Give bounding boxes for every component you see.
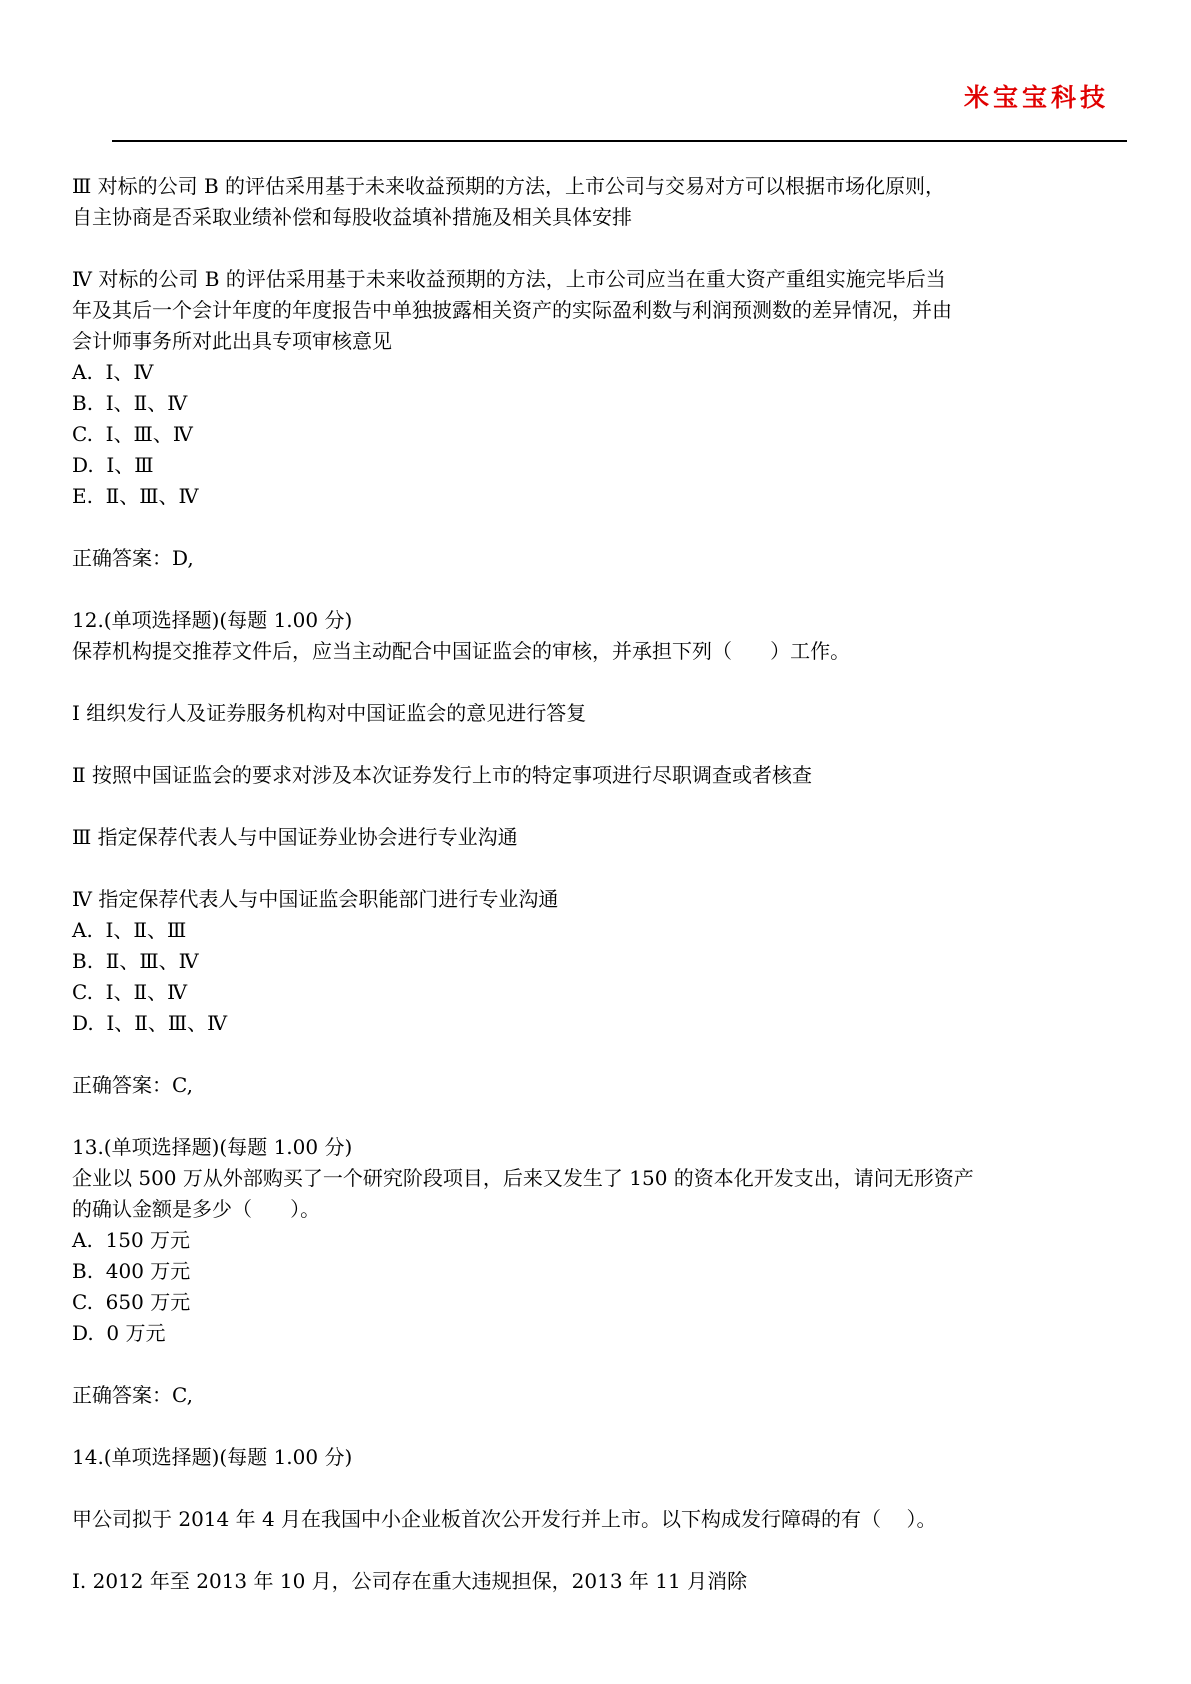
option-line: C. 650 万元	[72, 1290, 191, 1314]
text-line: 企业以 500 万从外部购买了一个研究阶段项目，后来又发生了 150 的资本化开发支出，请问无形资产	[72, 1166, 974, 1190]
header-divider	[112, 140, 1127, 142]
text-line: 自主协商是否采取业绩补偿和每股收益填补措施及相关具体安排	[72, 205, 632, 229]
text-block	[72, 1442, 1132, 1473]
text-line: 正确答案：D,	[72, 546, 194, 570]
text-line: 年及其后一个会计年度的年度报告中单独披露相关资产的实际盈利数与利润预测数的差异情况，并由	[72, 298, 952, 322]
brand-logo-text: 米宝宝科技	[963, 83, 1109, 112]
text-block	[72, 543, 1132, 574]
text-line: 的确认金额是多少（ ）。	[72, 1197, 321, 1221]
text-block	[72, 264, 1132, 357]
text-line: 正确答案：C,	[72, 1383, 193, 1407]
option-line: D. Ⅰ、Ⅲ	[72, 453, 154, 477]
text-block	[72, 1504, 1132, 1535]
answer-options	[72, 915, 1132, 1039]
text-line: 14.(单项选择题)(每题 1.00 分)	[72, 1445, 353, 1469]
answer-options	[72, 1225, 1132, 1349]
text-block	[72, 1380, 1132, 1411]
option-line: C. Ⅰ、Ⅱ、Ⅳ	[72, 980, 188, 1004]
text-line: Ⅳ 对标的公司 B 的评估采用基于未来收益预期的方法，上市公司应当在重大资产重组实施完毕后当	[72, 267, 946, 291]
option-line: B. Ⅱ、Ⅲ、Ⅳ	[72, 949, 199, 973]
text-line: 会计师事务所对此出具专项审核意见	[72, 329, 392, 353]
text-block	[72, 884, 1132, 915]
option-line: A. 150 万元	[72, 1228, 191, 1252]
text-line: 甲公司拟于 2014 年 4 月在我国中小企业板首次公开发行并上市。以下构成发行障碍的有（ ）。	[72, 1507, 937, 1531]
text-line: 保荐机构提交推荐文件后，应当主动配合中国证监会的审核，并承担下列（ ）工作。	[72, 639, 851, 663]
text-block	[72, 171, 1132, 233]
option-line: B. Ⅰ、Ⅱ、Ⅳ	[72, 391, 188, 415]
option-line: C. Ⅰ、Ⅲ、Ⅳ	[72, 422, 193, 446]
text-block	[72, 822, 1132, 853]
text-line: 正确答案：C,	[72, 1073, 193, 1097]
text-block	[72, 1566, 1132, 1597]
text-line: Ⅰ. 2012 年至 2013 年 10 月，公司存在重大违规担保，2013 年 11 月消除	[72, 1569, 748, 1593]
text-line: Ⅲ 指定保荐代表人与中国证券业协会进行专业沟通	[72, 825, 518, 849]
text-line: Ⅳ 指定保荐代表人与中国证监会职能部门进行专业沟通	[72, 887, 559, 911]
option-line: B. 400 万元	[72, 1259, 191, 1283]
text-block	[72, 698, 1132, 729]
option-line: A. Ⅰ、Ⅳ	[72, 360, 154, 384]
option-line: A. Ⅰ、Ⅱ、Ⅲ	[72, 918, 187, 942]
answer-options	[72, 357, 1132, 512]
text-block	[72, 605, 1132, 667]
option-line: D. Ⅰ、Ⅱ、Ⅲ、Ⅳ	[72, 1011, 228, 1035]
text-line: Ⅰ 组织发行人及证券服务机构对中国证监会的意见进行答复	[72, 701, 587, 725]
text-line: 13.(单项选择题)(每题 1.00 分)	[72, 1135, 353, 1159]
text-block	[72, 1132, 1132, 1225]
document-body	[72, 171, 1132, 1597]
option-line: D. 0 万元	[72, 1321, 166, 1345]
text-line: Ⅲ 对标的公司 B 的评估采用基于未来收益预期的方法，上市公司与交易对方可以根据市场化原则，	[72, 174, 946, 198]
text-block	[72, 1070, 1132, 1101]
text-line: 12.(单项选择题)(每题 1.00 分)	[72, 608, 353, 632]
text-block	[72, 760, 1132, 791]
text-line: Ⅱ 按照中国证监会的要求对涉及本次证券发行上市的特定事项进行尽职调查或者核查	[72, 763, 812, 787]
option-line: E. Ⅱ、Ⅲ、Ⅳ	[72, 484, 199, 508]
